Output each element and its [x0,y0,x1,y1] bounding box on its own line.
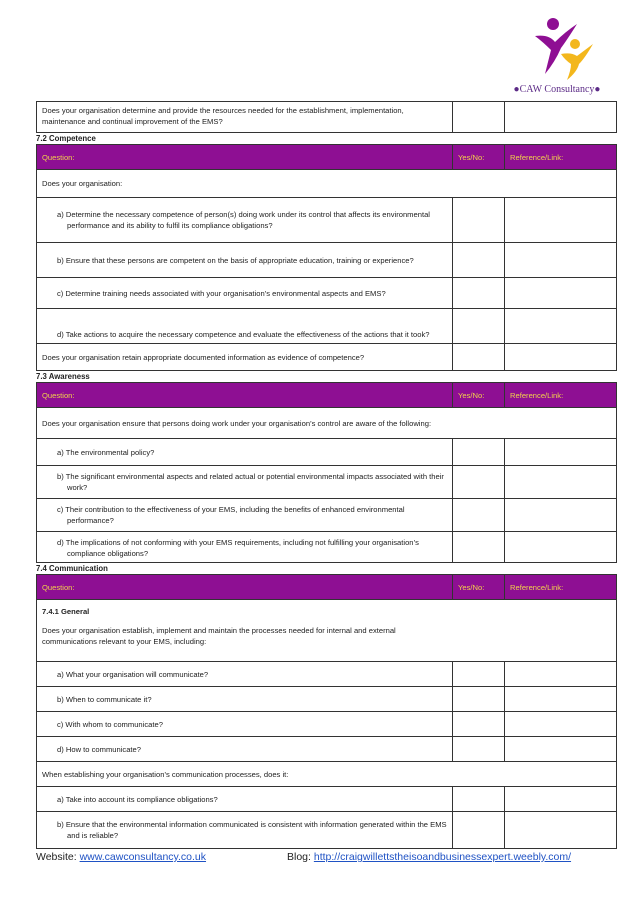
website-link[interactable]: www.cawconsultancy.co.uk [79,851,207,863]
header-question: Question: [37,383,453,408]
table-row [37,499,617,532]
question-cell [37,687,453,712]
blog-label: Blog: [287,851,314,863]
table-row [37,102,617,133]
logo-figures-icon [505,14,609,84]
table-row [37,812,617,849]
question-text: c) With whom to communicate? [57,719,163,729]
intro-cell [37,408,617,439]
section-title-communication: 7.4 Communication [36,564,108,573]
question-text: b) When to communicate it? [57,694,152,704]
yes-no-cell[interactable] [453,278,505,309]
question-cell [37,198,453,243]
question-text: d) How to communicate? [57,744,141,754]
question-text: a) Determine the necessary competence of person(s) doing work under its control that affects its environmental performance and its ability to fulfil its compliance obligations? [57,210,430,230]
blog-link[interactable]: http://craigwillettstheisoandbusinessexpert.weebly.com/ [313,851,572,863]
table-row [37,787,617,812]
reference-cell[interactable] [505,466,617,499]
table-row [37,439,617,466]
reference-cell[interactable] [505,102,617,133]
table-row [37,600,617,662]
yes-no-cell[interactable] [453,712,505,737]
section-title-competence: 7.2 Competence [36,134,96,143]
question-cell: Does your organisation retain appropriate documented information as evidence of competence? [37,344,453,371]
intro-cell: When establishing your organisation’s communication processes, does it: [37,762,617,787]
reference-cell[interactable] [505,687,617,712]
subsection-title: 7.4.1 General [42,607,90,616]
table-row [37,198,617,243]
header-yes-no: Yes/No: [453,383,505,408]
website-label: Website: [36,851,80,863]
reference-cell[interactable] [505,278,617,309]
question-cell [37,662,453,687]
yes-no-cell[interactable] [453,737,505,762]
reference-cell[interactable] [505,532,617,563]
question-cell [37,278,453,309]
question-text: d) Take actions to acquire the necessary competence and evaluate the effectiveness of the actions that it took? [57,330,430,339]
reference-cell[interactable] [505,344,617,371]
yes-no-cell[interactable] [453,812,505,849]
header-reference: Reference/Link: [505,383,617,408]
table-row [37,762,617,787]
yes-no-cell[interactable] [453,309,505,344]
table-row [37,278,617,309]
yes-no-cell[interactable] [453,499,505,532]
document-body [36,101,616,849]
table-header-row [37,575,617,600]
yes-no-cell[interactable] [453,532,505,563]
question-cell: Does your organisation determine and provide the resources needed for the establishment, implementation, maintenance and continual improvement of the EMS? [37,102,453,133]
question-cell [37,499,453,532]
header-reference: Reference/Link: [505,575,617,600]
header-question: Question: [37,575,453,600]
question-cell [37,812,453,849]
question-text: a) The environmental policy? [57,447,155,457]
question-text: a) Take into account its compliance obligations? [57,794,218,804]
table-row [37,309,617,344]
reference-cell[interactable] [505,712,617,737]
communication-table [36,574,617,849]
yes-no-cell[interactable] [453,243,505,278]
reference-cell[interactable] [505,499,617,532]
section-title-awareness: 7.3 Awareness [36,372,90,381]
table-row [37,466,617,499]
page-footer [36,851,572,863]
table-row [37,243,617,278]
reference-cell[interactable] [505,243,617,278]
question-cell [37,439,453,466]
yes-no-cell[interactable] [453,687,505,712]
header-yes-no: Yes/No: [453,575,505,600]
header-question: Question: [37,145,453,170]
yes-no-cell[interactable] [453,662,505,687]
table-row [37,408,617,439]
intro-cell [37,600,617,662]
reference-cell[interactable] [505,787,617,812]
table-row [37,737,617,762]
question-cell [37,787,453,812]
resources-table [36,101,617,133]
question-cell [37,466,453,499]
yes-no-cell[interactable] [453,787,505,812]
yes-no-cell[interactable] [453,439,505,466]
yes-no-cell[interactable] [453,102,505,133]
question-text: b) Ensure that the environmental information communicated is consistent with information generated within the EMS and is reliable? [57,820,447,840]
table-header-row [37,383,617,408]
question-cell [37,532,453,563]
question-cell [37,309,453,344]
awareness-table [36,382,617,563]
question-text: b) The significant environmental aspects and related actual or potential environmental impacts associated with their work? [57,472,444,492]
header-yes-no: Yes/No: [453,145,505,170]
blog-section [287,851,571,863]
reference-cell[interactable] [505,812,617,849]
table-row [37,687,617,712]
yes-no-cell[interactable] [453,198,505,243]
header-reference: Reference/Link: [505,145,617,170]
table-row [37,344,617,371]
reference-cell[interactable] [505,662,617,687]
intro-cell: Does your organisation: [37,170,617,198]
reference-cell[interactable] [505,309,617,344]
intro-text: Does your organisation establish, implement and maintain the processes needed for internal and external communications relevant to your EMS, including: [42,626,396,646]
reference-cell[interactable] [505,198,617,243]
question-cell [37,737,453,762]
reference-cell[interactable] [505,737,617,762]
question-cell [37,712,453,737]
question-cell [37,243,453,278]
caw-logo [505,14,609,98]
question-text: a) What your organisation will communicate? [57,669,209,679]
question-text: b) Ensure that these persons are competent on the basis of appropriate education, training or experience? [57,255,414,265]
table-row [37,170,617,198]
yes-no-cell[interactable] [453,466,505,499]
competence-table [36,144,617,371]
question-text: d) The implications of not conforming with your EMS requirements, including not fulfilling your organisation’s compliance obligations? [57,538,419,558]
table-row [37,532,617,563]
intro-text: Does your organisation ensure that persons doing work under your organisation’s control are aware of the following: [42,418,432,428]
table-row [37,662,617,687]
question-text: c) Determine training needs associated with your organisation’s environmental aspects and EMS? [57,288,386,298]
table-row [37,712,617,737]
yes-no-cell[interactable] [453,344,505,371]
logo-text: ●CAW Consultancy● [513,84,601,95]
table-header-row [37,145,617,170]
reference-cell[interactable] [505,439,617,466]
spacer [42,617,611,625]
question-text: c) Their contribution to the effectiveness of your EMS, including the benefits of enhanced environmental performance? [57,505,405,525]
